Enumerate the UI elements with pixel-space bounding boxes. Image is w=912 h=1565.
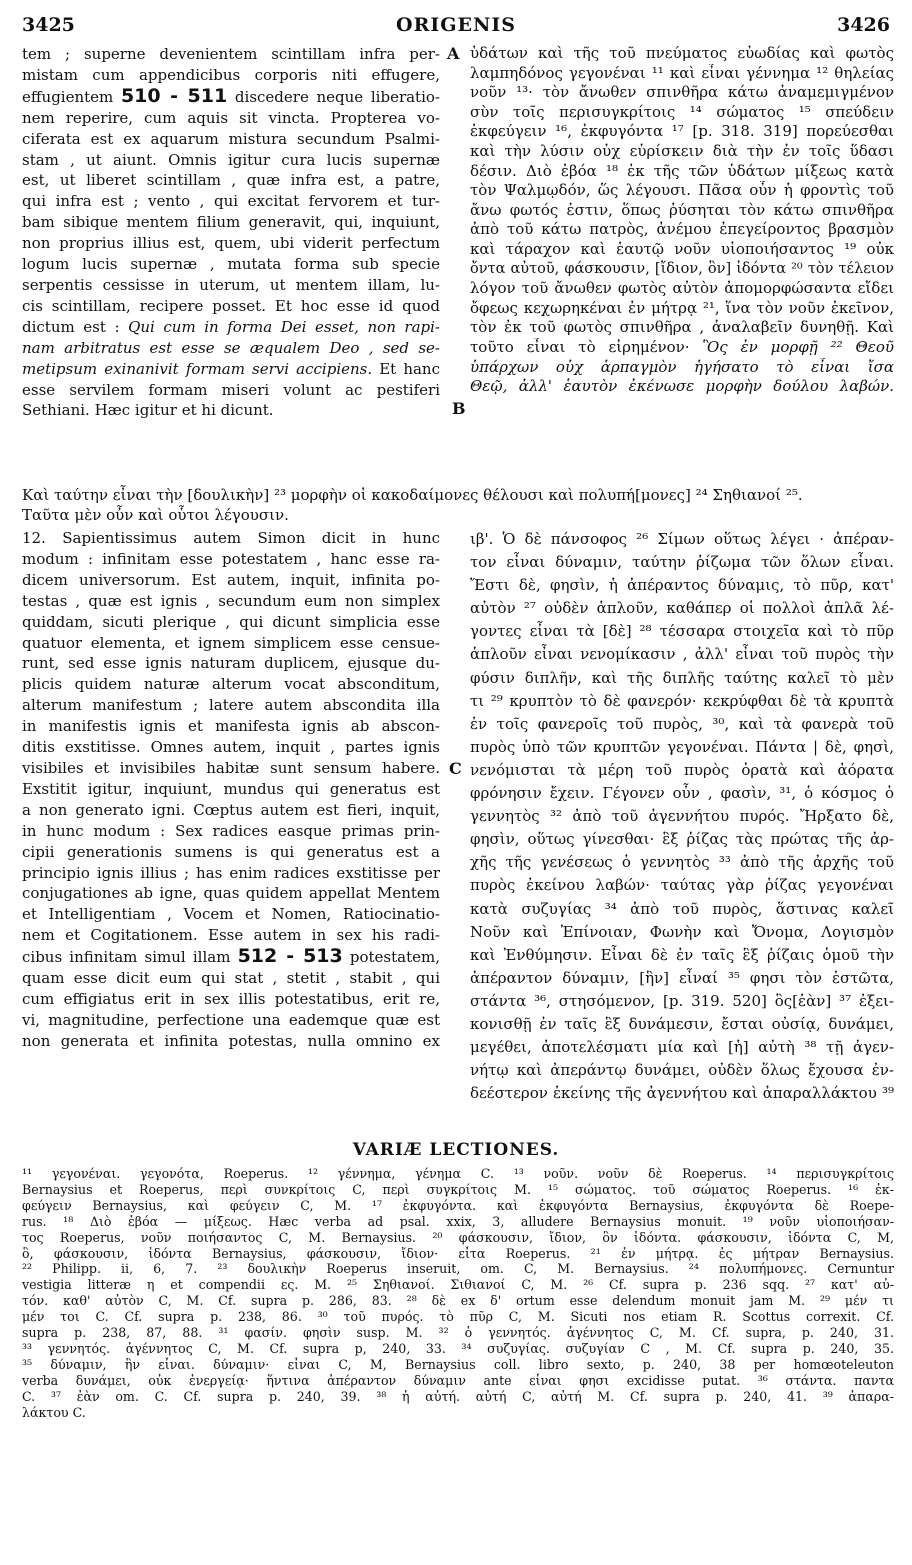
page-number-right: 3426 — [837, 14, 890, 36]
text-line: νενόμισται τὰ μέρη τοῦ πυρὸς ὁρατὰ καὶ ἀόρατα — [470, 760, 894, 779]
text-line: ἀπὸ τοῦ κάτω πατρὸς, ἀνέμου ἐπεγείροντος βρασμὸν — [470, 220, 894, 239]
text-line: Ταῦτα μὲν οὖν καὶ οὗτοι λέγουσιν. — [22, 506, 289, 524]
note-line: μέν τοι C. Cf. supra p. 238, 86. ³⁰ τοῦ πυρός. τὸ πῦρ C, M. Sicuti nos etiam R. Scottus correxit. Cf. — [22, 1309, 894, 1325]
text-line: ὄντα αὐτοῦ, φάσκουσιν, [ἴδιον, ὃν] ἰδόντα ²⁰ τὸν τέλειον — [470, 260, 894, 277]
text-line: dicem universorum. Est autem, inquit, infinita po- — [22, 570, 440, 589]
text-line: τι ²⁹ κρυπτὸν τὸ δὲ φανερόν· κεκρύφθαι δὲ τὰ κρυπτὰ — [470, 691, 894, 710]
greek-column-block1 — [470, 44, 894, 397]
text-line: cis scintillam, recipere posset. Et hoc esse id quod — [22, 296, 440, 315]
scripture-quote: ὑπάρχων οὐχ ἁρπαγμὸν ἡγήσατο τὸ εἶναι ἴσα — [470, 357, 894, 376]
note-line: τος Roeperus, νοῦν ποιήσαντος C, M. Bernaysius. ²⁰ φάσκουσιν, ἴδιον, ὃν ἰδόντα. φάσκουσιν, ἰδόντα C, M, — [22, 1229, 894, 1245]
text-line: φύσιν διπλῆν, καὶ τῆς διπλῆς ταύτης καλεῖ τὸ μὲν — [470, 668, 894, 687]
running-header — [22, 14, 890, 38]
scripture-quote: Ὃς ἐν μορφῇ ²² Θεοῦ — [702, 337, 894, 356]
variae-lectiones-heading: VARIÆ LECTIONES. — [352, 1140, 560, 1160]
note-line: rus. ¹⁸ Διὸ ἐβόα — μίξεως. Hæc verba ad psal. xxix, 3, alludere Bernaysius monuit. ¹⁹ νοῦν υἱοποιήσαν- — [22, 1213, 894, 1229]
page-title: ORIGENIS — [396, 14, 516, 36]
text-line: logum lucis supernæ , mutata forma sub specie — [22, 255, 440, 274]
section-start-line: 12. Sapientissimus autem Simon dicit in hunc — [22, 529, 440, 547]
text-fragment: potestatem, — [349, 948, 440, 967]
text-line — [22, 338, 440, 359]
text-line: serpentis cessisse in uterum, ut mentem illam, lu- — [22, 275, 440, 294]
text-line: quiddam, sicuti plerique , qui dicunt simplicia esse — [22, 612, 440, 631]
full-width-greek — [22, 485, 894, 525]
scripture-quote: nam arbitratus est esse se æqualem Deo , sed se- — [22, 338, 440, 357]
text-line: ἐκφεύγειν ¹⁶, ἐκφυγόντα ¹⁷ [p. 318. 319] πορεύεσθαι — [470, 122, 894, 141]
column-reference: 510 - 511 — [120, 85, 228, 107]
page-number-left: 3425 — [22, 14, 75, 36]
note-line: verba δυνάμει, οὐκ ἐνεργείᾳ· ἥντινα ἀπέραντον δύναμιν ante εἶναι φησι excidisse putat. ³⁶ στάντα. παντα — [22, 1372, 894, 1388]
column-reference: 512 - 513 — [237, 946, 343, 968]
text-fragment: dictum est : — [22, 317, 120, 336]
text-line: in manifestis ignis et manifesta ignis ab abscon- — [22, 717, 440, 736]
text-line: δεέστερον ἐκείνης τῆς ἀγεννήτου καὶ ἀπαραλλάκτου ³⁹ — [470, 1084, 894, 1103]
text-fragment: Et hanc — [379, 359, 440, 378]
text-line — [22, 359, 440, 380]
scripture-quote: metipsum exinanivit formam servi accipiens. — [22, 359, 373, 378]
text-line: et Intelligentiam , Vocem et Nomen, Ratiocinatio- — [22, 905, 440, 924]
text-line: σὺν τοῖς περισυγκρίτοις ¹⁴ σώματος ¹⁵ σπεύδειν — [470, 102, 894, 121]
text-line: Exstitit igitur, inquiunt, mundus qui generatus est — [22, 779, 440, 798]
text-line: κονισθῇ ἐν ταῖς ἓξ δυνάμεσιν, ἔσται οὐσίᾳ, δυνάμει, — [470, 1014, 894, 1033]
text-line: ciferata est ex aquarum mistura secundum Psalmi- — [22, 129, 440, 148]
text-fragment: cibus infinitam simul illam — [22, 948, 231, 967]
text-line — [470, 358, 894, 378]
text-line: testas , quæ est ignis , secundum eum non simplex — [22, 591, 440, 610]
text-line: conjugationes ab igne, quas quidem appellat Mentem — [22, 884, 440, 903]
note-line: C. ³⁷ ἐὰν om. C. Cf. supra p. 240, 39. ³⁸ ἡ αὐτή. αὐτή C, αὐτή M. Cf. supra p. 240, 41. ³⁹ ἀπαρα- — [22, 1388, 894, 1404]
text-line: nem et Cogitationem. Esse autem in sex his radi- — [22, 926, 440, 945]
text-line: στάντα ³⁶, στησόμενον, [p. 319. 520] ὃς[ἐὰν] ³⁷ ἐξει- — [470, 991, 894, 1010]
text-line: in hunc modum : Sex radices easque primas prin- — [22, 821, 440, 840]
text-line: νοῦν ¹³· τὸν ἄνωθεν σπινθῆρα κάτω ἀναμεμιγμένον — [470, 83, 894, 102]
text-line: φησὶν, οὕτως γίνεσθαι· ἓξ ῥίζας τὰς πρώτας τῆς ἀρ- — [470, 830, 894, 849]
note-line: ὃ, φάσκουσιν, ἰδόντα Bernaysius, φάσκουσιν, ἴδιον· εἶτα Roeperus. ²¹ ἐν μήτρᾳ. ἐς μήτραν Bernaysius. — [22, 1245, 894, 1261]
text-fragment: effugientem — [22, 87, 114, 106]
text-line: modum : infinitam esse potestatem , hanc esse ra- — [22, 549, 440, 568]
text-line: τὸν Ψαλμῳδόν, ὥς λέγουσι. Πᾶσα οὖν ἡ φροντὶς τοῦ — [470, 181, 894, 200]
note-line: ²² Philipp. ii, 6, 7. ²³ δουλικὴν Roeperus inseruit, om. C, M. Bernaysius. ²⁴ πολυπήμονες. Cernuntur — [22, 1261, 894, 1277]
text-line: visibiles et invisibiles habitæ sunt sensum habere. — [22, 758, 440, 777]
note-line: Bernaysius et Roeperus, περὶ συνκρίτοις C, περὶ συγκρίτοις M. ¹⁵ σώματος. τοῦ σώματος Roeperus. ¹⁶ ἐκ- — [22, 1181, 894, 1197]
text-line: καὶ τάραχον καὶ ἑαυτῷ νοῦν υἱοποιήσαντος ¹⁹ οὐκ — [470, 239, 894, 258]
text-line: πυρὸς ἐκείνου λαβών· ταύτας γὰρ ῥίζας γεγονέναι — [470, 876, 894, 895]
text-line: καὶ Ἐνθύμησιν. Εἶναι δὲ ἐν ταῖς ἓξ ῥίζαις ὁμοῦ τὴν — [470, 945, 894, 964]
margin-marker-a: A — [447, 44, 460, 63]
text-line: plicis quidem naturæ alterum vocat absconditum, — [22, 675, 440, 694]
text-line: qui infra est ; vento , qui excitat fervorem et tur- — [22, 192, 440, 211]
text-line: principio ignis illius ; has enim radices exstitisse per — [22, 863, 440, 882]
text-line: ὄφεως κεχωρηκέναι ἐν μήτρᾳ ²¹, ἵνα τὸν νοῦν ἐκεῖνον, — [470, 298, 894, 317]
text-line: νήτῳ καὶ ἀπεράντῳ δυνάμει, οὐδὲν ὅλως ἔχουσα ἐν- — [470, 1061, 894, 1080]
note-line: φεύγειν Bernaysius, καὶ φεύγειν C, M. ¹⁷ ἐκφυγόντα. καὶ ἐκφυγόντα Bernaysius, ἐκφυγόντα δὲ Roepe- — [22, 1197, 894, 1213]
text-line: τὸν ἐκ τοῦ φωτὸς σπινθῆρα , ἀναλαβεῖν δυνηθῇ. Καὶ — [470, 318, 894, 337]
latin-column-block2 — [22, 528, 440, 1052]
greek-column-block2 — [470, 528, 894, 1105]
text-line: est, ut liberet scintillam , quæ infra est, a patre, — [22, 171, 440, 190]
text-line: cipii generationis sumens is qui generatus est a — [22, 842, 440, 861]
note-line: ¹¹ γεγονέναι. γεγονότα, Roeperus. ¹² γέννημα, γένημα C. ¹³ νοῦν. νοῦν δὲ Roeperus. ¹⁴ περισυγκρίτοις — [22, 1166, 894, 1181]
text-line: bam sibique mentem filium generavit, qui, inquiunt, — [22, 213, 440, 232]
text-line: Νοῦν καὶ Ἐπίνοιαν, Φωνὴν καὶ Ὄνομα, Λογισμὸν — [470, 922, 894, 941]
text-line: Ἔστι δὲ, φησὶν, ἡ ἀπέραντος δύναμις, τὸ πῦρ, κατ' — [470, 576, 894, 595]
note-line: τόν. καθ' αὐτὸν C, M. Cf. supra p. 286, 83. ²⁸ δὲ ex δ' ortum esse delendum monuit jam M. ²⁹ μέν τι — [22, 1293, 894, 1309]
text-line: non generata et infinita potestas, nulla omnino ex — [22, 1031, 440, 1050]
note-line: λάκτου C. — [22, 1404, 86, 1420]
scripture-quote: Qui cum in forma Dei esset, non rapi- — [128, 317, 440, 336]
text-line: alterum manifestum ; latere autem abscondita illa — [22, 696, 440, 715]
apparatus-notes — [22, 1166, 894, 1421]
text-line: ἁπλοῦν εἶναι νενομίκασιν , ἀλλ' εἶναι τοῦ πυρὸς τὴν — [470, 645, 894, 664]
text-line: ditis exstitisse. Omnes autem, inquit , partes ignis — [22, 738, 440, 757]
text-line: Καὶ ταύτην εἶναι τὴν [δουλικὴν] ²³ μορφὴν οἱ κακοδαίμονες θέλουσι καὶ πολυπή[μονες] ²⁴ Σηθιανοί ²⁵. — [22, 486, 803, 504]
text-line: cum effigiatus erit in sex illis potestatibus, erit re, — [22, 989, 440, 1008]
text-line: quam esse dicit eum qui stat , stetit , stabit , qui — [22, 969, 440, 988]
text-line: non proprius illius est, quem, ubi viderit perfectum — [22, 234, 440, 253]
text-line: ἄνω φωτός ἐστιν, ὅπως ῥύσηται τὸν κάτω σπινθῆρα — [470, 200, 894, 219]
text-fragment: τοῦτο εἶναι τὸ εἰρημένον· — [470, 337, 690, 356]
note-line: ³⁵ δύναμιν, ἣν εἶναι. δύναμιν· εἶναι C, M, Bernaysius coll. libro sexto, p. 240, 38 per homœoteleuton — [22, 1356, 894, 1372]
note-line: ³³ γεννητός. ἀγέννητος C, M. Cf. supra p, 240, 33. ³⁴ συζυγίας. συζυγίαν C , M. Cf. supra p. 240, 35. — [22, 1340, 894, 1356]
text-line: λόγον τοῦ ἄνωθεν φωτὸς αὐτὸν ἀπομορφώσαντα εἴδει — [470, 279, 894, 298]
latin-column-block1 — [22, 44, 440, 421]
text-line: πυρὸς ὑπὸ τῶν κρυπτῶν γεγονέναι. Πάντα | δὲ, φησὶ, — [470, 737, 894, 756]
text-line: ὑδάτων καὶ τῆς τοῦ πνεύματος εὐωδίας καὶ φωτὸς — [470, 44, 894, 62]
text-line: ἐν τοῖς φανεροῖς τοῦ πυρὸς, ³⁰, καὶ τὰ φανερὰ τοῦ — [470, 714, 894, 733]
text-fragment: discedere neque liberatio- — [234, 87, 440, 106]
text-line: quatuor elementa, et ignem simplicem esse censue- — [22, 633, 440, 652]
text-line: mistam cum appendicibus corporis niti effugere, — [22, 65, 440, 84]
text-line: καὶ τὴν λύσιν οὐχ εὑρίσκειν διὰ τὴν ἐν τοῖς ὕδασι — [470, 141, 894, 160]
text-line — [22, 317, 440, 338]
text-line: vi, magnitudine, perfectione una eademque quæ est — [22, 1010, 440, 1029]
text-line — [470, 338, 894, 358]
text-line: αὐτὸν ²⁷ οὐδὲν ἁπλοῦν, καθάπερ οἱ πολλοὶ ἁπλᾶ λέ- — [470, 599, 894, 618]
text-line: γοντες εἶναι τὰ [δὲ] ²⁸ τέσσαρα στοιχεῖα καὶ τὸ πῦρ — [470, 622, 894, 641]
text-line — [22, 946, 440, 968]
text-line: κατὰ συζυγίας ³⁴ ἀπὸ τοῦ πυρὸς, ἅστινας καλεῖ — [470, 899, 894, 918]
note-line: supra p. 238, 87, 88. ³¹ φασίν. φησὶν susp. M. ³² ὁ γεννητός. ἀγέννητος C, M. Cf. supra, p. 240, 31. — [22, 1325, 894, 1341]
text-line: λαμπηδόνος γεγονέναι ¹¹ καὶ εἶναι γέννημα ¹² θηλείας — [470, 63, 894, 82]
text-line: nem reperire, cum aquis sit vincta. Propterea vo- — [22, 108, 440, 127]
margin-marker-c: C — [449, 759, 462, 778]
text-line: runt, sed esse ignis naturam duplicem, ejusque du- — [22, 654, 440, 673]
text-line: δέσιν. Διὸ ἐβόα ¹⁸ ἐκ τῆς τῶν ὑδάτων μίξεως κατὰ — [470, 161, 894, 180]
section-start-line: ιβ'. Ὁ δὲ πάνσοφος ²⁶ Σίμων οὕτως λέγει · ἀπέραν- — [470, 530, 894, 548]
text-line: esse servilem formam miseri volunt ac pestiferi — [22, 380, 440, 399]
text-line — [470, 377, 894, 397]
scripture-quote: Θεῷ, ἀλλ' ἑαυτὸν ἐκένωσε μορφὴν δούλου λαβών. — [470, 377, 894, 396]
text-line: tem ; superne devenientem scintillam infra per- — [22, 45, 440, 63]
text-line: Sethiani. Hæc igitur et hi dicunt. — [22, 401, 274, 420]
text-line — [22, 86, 440, 108]
text-line: stam , ut aiunt. Omnis igitur cura lucis supernæ — [22, 150, 440, 169]
text-line: μεγέθει, ἀποτελέσματι μία καὶ [ἡ] αὐτὴ ³⁸ τῇ ἀγεν- — [470, 1038, 894, 1057]
text-line: χῆς τῆς γενέσεως ὁ γεννητὸς ³³ ἀπὸ τῆς ἀρχῆς τοῦ — [470, 853, 894, 872]
note-line: vestigia litteræ η et compendii ες. M. ²⁵ Σηθιανοί. Σιθιανοί C, M. ²⁶ Cf. supra p. 236 sqq. ²⁷ κατ' αὐ- — [22, 1277, 894, 1293]
margin-marker-b: B — [452, 399, 466, 418]
text-line: γεννητὸς ³² ἀπὸ τοῦ ἀγεννήτου πυρός. Ἤρξατο δὲ, — [470, 807, 894, 826]
text-line: τον εἶναι δύναμιν, ταύτην ῥίζωμα τῶν ὅλων εἶναι. — [470, 553, 894, 572]
text-line: a non generato igni. Cœptus autem est fieri, inquit, — [22, 800, 440, 819]
text-line: ἀπέραντον δύναμιν, [ἣν] εἶναί ³⁵ φησι τὸν ἑστῶτα, — [470, 968, 894, 987]
text-line: φρόνησιν ἔχειν. Γέγονεν οὖν , φασὶν, ³¹, ὁ κόσμος ὁ — [470, 784, 894, 803]
